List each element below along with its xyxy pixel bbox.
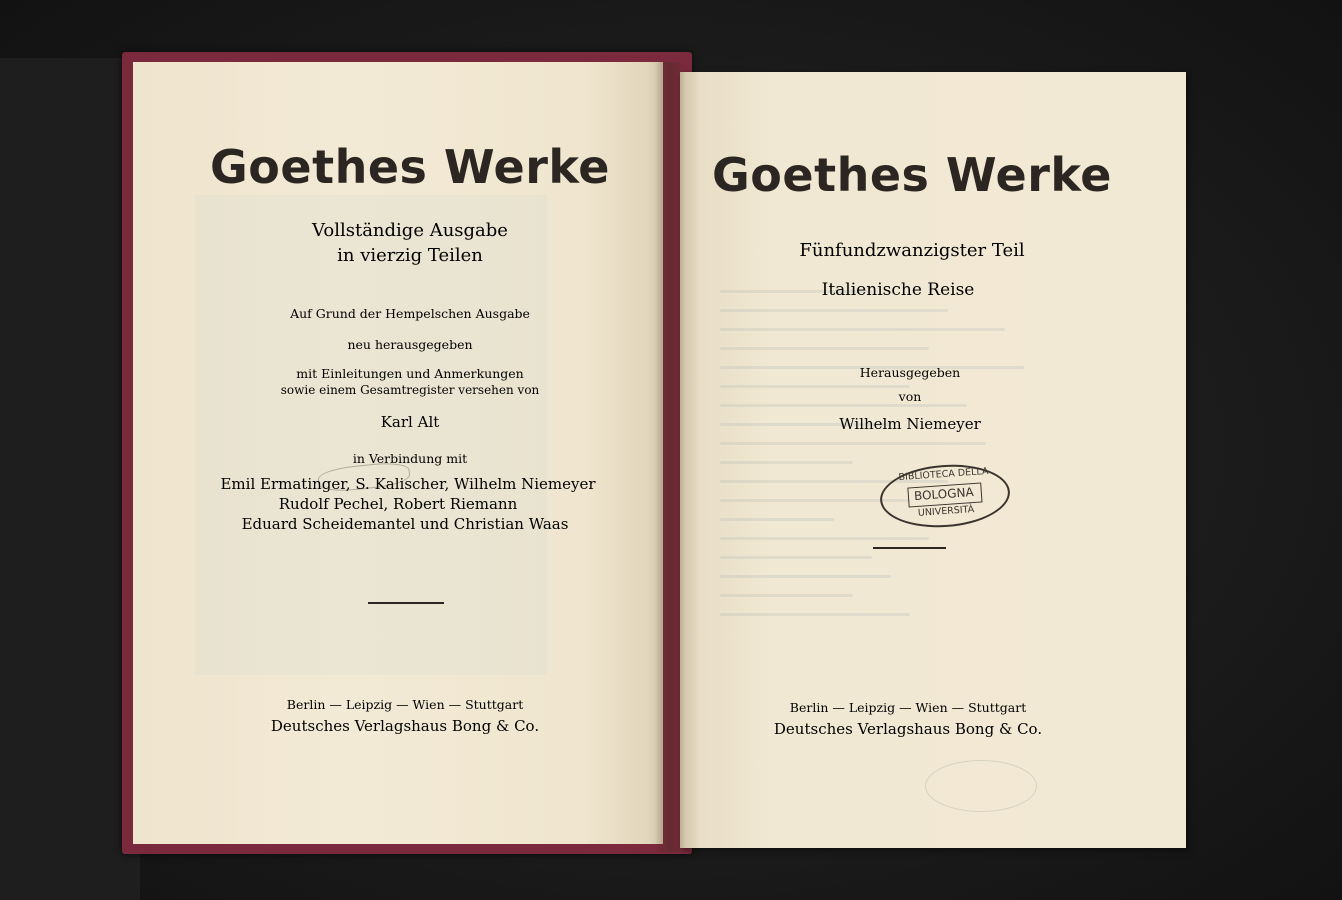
right-publisher-cities: Berlin — Leipzig — Wien — Stuttgart [789,700,1027,715]
left-basis: Auf Grund der Hempelschen Ausgabe [290,306,530,321]
left-contributors-line1: Emil Ermatinger, S. Kalischer, Wilhelm Niemeyer [220,475,596,493]
stamp-bottom-text: UNIVERSITÀ [917,504,975,519]
right-editor: Wilhelm Niemeyer [839,415,981,433]
left-intro-line1: mit Einleitungen und Anmerkungen [296,366,524,381]
right-edited: Herausgegeben [859,365,961,380]
left-editor: Karl Alt [380,413,440,431]
spine-shadow [655,62,685,852]
left-edited: neu herausgegeben [347,337,473,352]
right-divider [873,547,946,549]
foam-support [0,58,140,900]
left-divider [368,602,444,604]
left-subtitle-line1: Vollständige Ausgabe [312,220,508,241]
bleed-through-lines [720,290,1100,650]
left-publisher-name: Deutsches Verlagshaus Bong & Co. [270,717,540,735]
right-by: von [898,389,922,404]
right-publisher-name: Deutsches Verlagshaus Bong & Co. [773,720,1043,738]
left-publisher-cities: Berlin — Leipzig — Wien — Stuttgart [286,697,524,712]
right-title: Goethes Werke [712,148,1112,202]
stamp-top-text: BIBLIOTECA DELLA [898,465,989,484]
faint-bleed-stamp [925,760,1037,812]
left-title: Goethes Werke [210,140,610,194]
left-in-connection: in Verbindung mit [352,451,468,466]
left-subtitle-line2: in vierzig Teilen [337,245,483,266]
right-work: Italienische Reise [821,280,975,300]
left-contributors-line3: Eduard Scheidemantel und Christian Waas [241,515,569,533]
stamp-middle-text: BOLOGNA [913,485,975,504]
left-contributors-line2: Rudolf Pechel, Robert Riemann [278,495,518,513]
right-part: Fünfundzwanzigster Teil [799,240,1025,261]
left-intro-line2: sowie einem Gesamtregister versehen von [280,383,540,397]
